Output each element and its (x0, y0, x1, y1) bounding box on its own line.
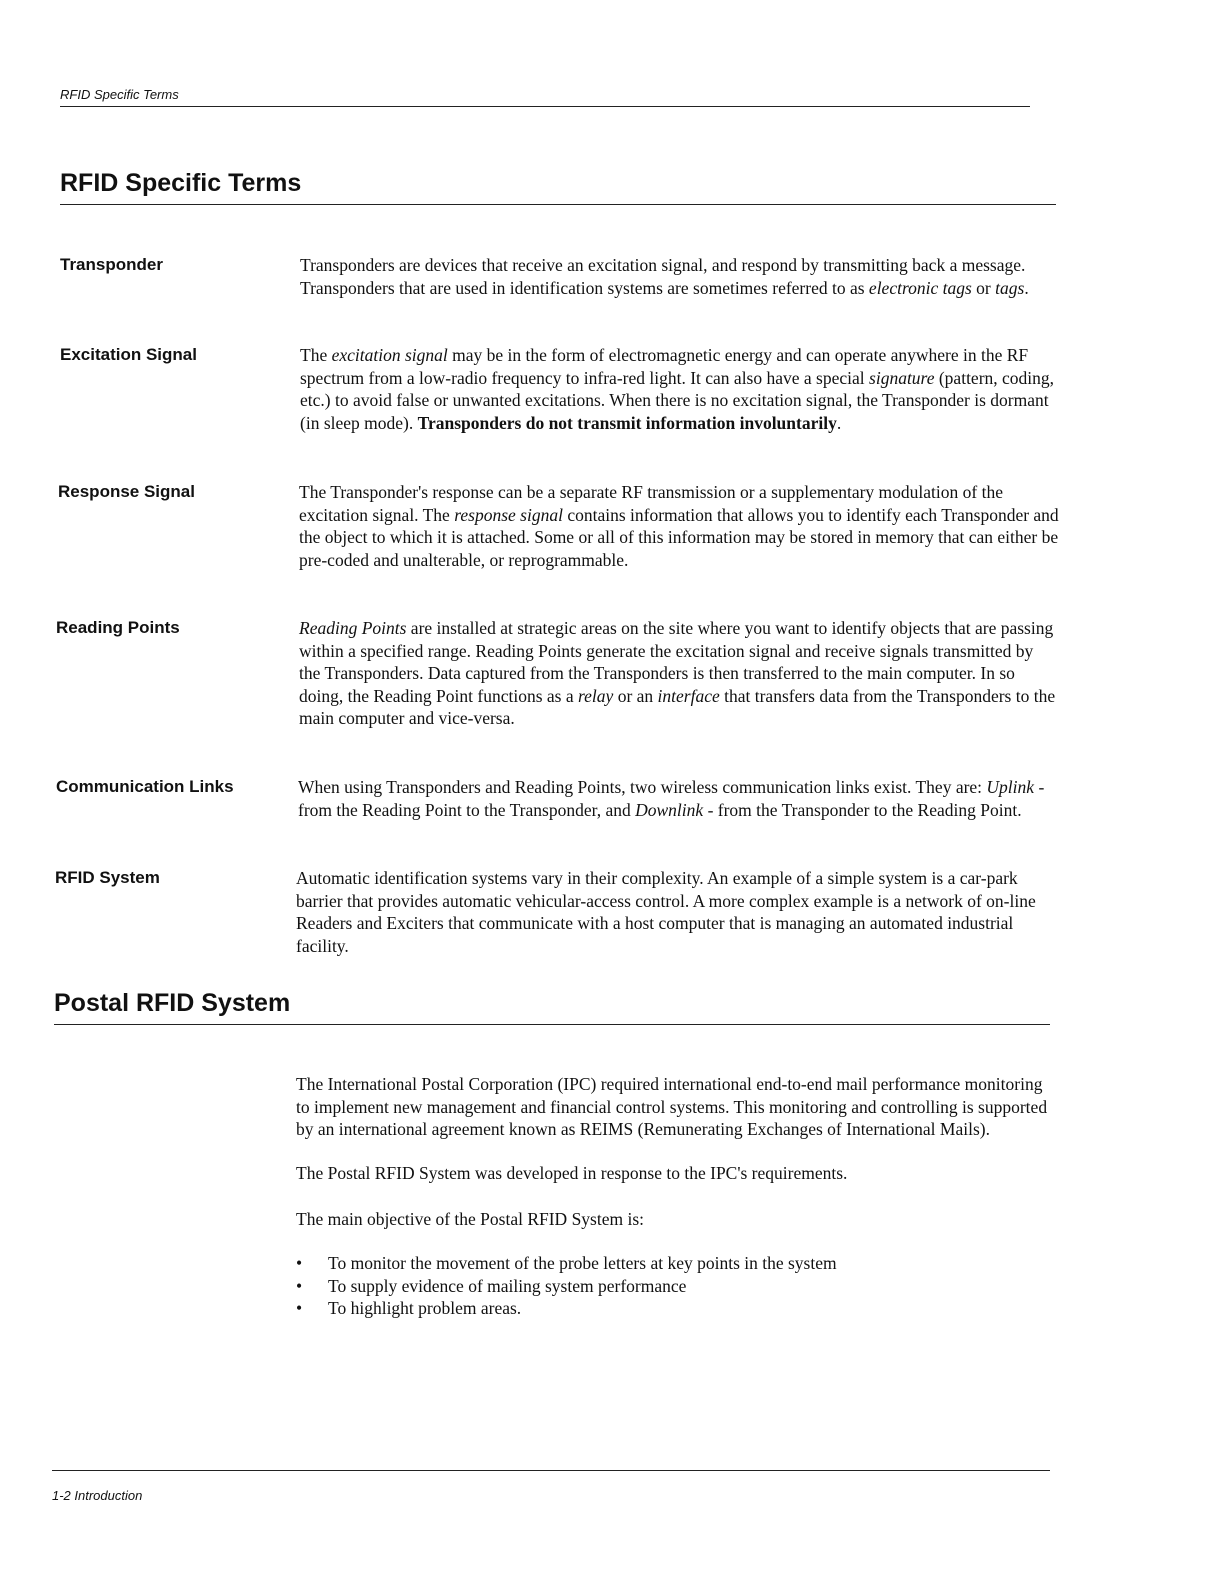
term-definition: The Transponder's response can be a separate RF transmission or a supplementary modulation of the excitation signal. The response signal contains information that allows you to identify each Transponder and the object to which it is attached. Some or all of this information may be stored in memory that can either be pre-coded and unalterable, or reprogrammable. (299, 482, 1059, 570)
term-label: RFID System (55, 868, 160, 887)
term-definition: Automatic identification systems vary in their complexity. An example of a simple system is a car-park barrier that provides automatic vehicular-access control. A more complex example is a network of on-line Readers and Exciters that communicate with a host computer that is managing an automated industrial facility. (296, 868, 1036, 956)
term-label: Transponder (60, 255, 163, 274)
term-label: Reading Points (56, 618, 180, 637)
section-heading: RFID Specific Terms (60, 169, 302, 197)
list-item: • To supply evidence of mailing system performance (296, 1275, 687, 1296)
postal-body (296, 1073, 1056, 1320)
section-title-rfid-terms (60, 168, 1056, 205)
paragraph: The main objective of the Postal RFID System is: (296, 1209, 645, 1230)
list-item: • To highlight problem areas. (296, 1298, 522, 1319)
term-definition: Reading Points are installed at strategic areas on the site where you want to identify objects that are passing within a specified range. Reading Points generate the excitation signal and receive signals transmitted by the Transponders. Data captured from the Transponders is then transferred to the main computer. In so doing, the Reading Point functions as a relay or an interface that transfers data from the Transponders to the main computer and vice-versa. (299, 618, 1056, 729)
running-footer-text: 1-2 Introduction (52, 1488, 143, 1503)
section-rule (54, 1024, 1050, 1025)
term-label: Excitation Signal (60, 345, 197, 364)
paragraph: The Postal RFID System was developed in response to the IPC's requirements. (296, 1162, 848, 1183)
term-label: Communication Links (56, 777, 234, 796)
section-title-postal-rfid (54, 988, 1050, 1025)
header-rule (60, 106, 1030, 107)
paragraph: The International Postal Corporation (IPC) required international end-to-end mail performance monitoring to implement new management and financial control systems. This monitoring and controlling is supported by an international agreement known as REIMS (Remunerating Exchanges of International Mails). (296, 1074, 1048, 1140)
bullet-icon: • (296, 1275, 303, 1296)
term-label: Response Signal (58, 482, 195, 501)
section-heading: Postal RFID System (54, 989, 291, 1017)
bullet-icon: • (296, 1298, 303, 1319)
list-item: • To monitor the movement of the probe letters at key points in the system (296, 1252, 837, 1273)
term-definition: Transponders are devices that receive an excitation signal, and respond by transmitting back a message. Transponders that are used in identification systems are sometimes referred to as electronic tags or tags. (300, 255, 1029, 298)
term-definition: The excitation signal may be in the form of electromagnetic energy and can operate anywhere in the RF spectrum from a low-radio frequency to infra-red light. It can also have a special signature (pattern, coding, etc.) to avoid false or unwanted excitations. When there is no excitation signal, the Transponder is dormant (in sleep mode). Transponders do not transmit information involuntarily. (300, 345, 1055, 433)
bullet-list (296, 1252, 1056, 1320)
running-header (60, 86, 1030, 107)
section-rule (60, 204, 1056, 205)
bullet-icon: • (296, 1252, 303, 1273)
running-footer (52, 1470, 1050, 1505)
running-header-title: RFID Specific Terms (60, 87, 179, 102)
footer-rule (52, 1470, 1050, 1471)
term-definition: When using Transponders and Reading Points, two wireless communication links exist. They are: Uplink - from the Reading Point to the Transponder, and Downlink - from the Transponder to the Reading Point. (298, 777, 1045, 820)
